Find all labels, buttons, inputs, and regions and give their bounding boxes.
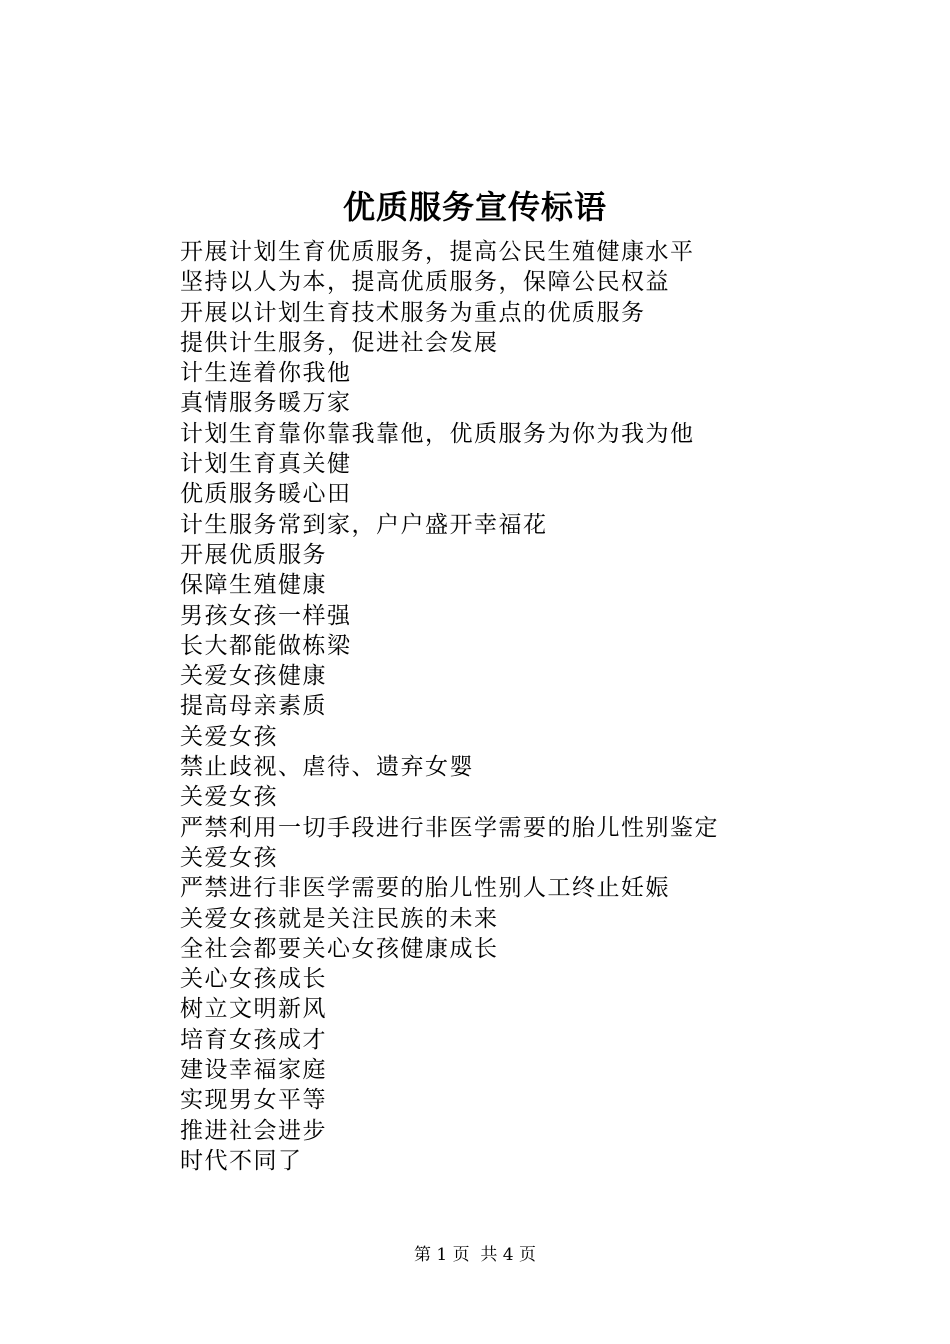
slogan-line: 提供计生服务，促进社会发展	[180, 329, 499, 356]
page-footer: 第 1 页 共 4 页	[413, 1245, 537, 1265]
slogan-line: 关爱女孩	[180, 723, 278, 750]
slogan-list	[180, 237, 880, 1176]
slogan-line: 关心女孩成长	[180, 966, 327, 993]
slogan-line: 推进社会进步	[180, 1117, 327, 1144]
slogan-line: 时代不同了	[180, 1147, 303, 1174]
slogan-line: 实现男女平等	[180, 1087, 327, 1114]
slogan-line: 严禁利用一切手段进行非医学需要的胎儿性别鉴定	[180, 814, 719, 841]
slogan-line: 保障生殖健康	[180, 572, 327, 599]
slogan-line: 真情服务暖万家	[180, 390, 352, 417]
slogan-line: 计划生育靠你靠我靠他，优质服务为你为我为他	[180, 420, 695, 447]
slogan-line: 树立文明新风	[180, 996, 327, 1023]
slogan-line: 全社会都要关心女孩健康成长	[180, 935, 499, 962]
slogan-line: 培育女孩成才	[180, 1026, 327, 1053]
slogan-line: 计划生育真关健	[180, 451, 352, 478]
slogan-line: 坚持以人为本，提高优质服务，保障公民权益	[180, 269, 670, 296]
slogan-line: 计生服务常到家，户户盛开幸福花	[180, 511, 548, 538]
slogan-line: 关爱女孩就是关注民族的未来	[180, 905, 499, 932]
slogan-line: 提高母亲素质	[180, 693, 327, 720]
slogan-line: 严禁进行非医学需要的胎儿性别人工终止妊娠	[180, 875, 670, 902]
slogan-line: 关爱女孩	[180, 784, 278, 811]
slogan-line: 开展优质服务	[180, 541, 327, 568]
slogan-line: 关爱女孩健康	[180, 663, 327, 690]
slogan-line: 关爱女孩	[180, 844, 278, 871]
slogan-line: 优质服务暖心田	[180, 481, 352, 508]
slogan-line: 建设幸福家庭	[180, 1057, 327, 1084]
slogan-line: 计生连着你我他	[180, 360, 352, 387]
slogan-line: 开展计划生育优质服务，提高公民生殖健康水平	[180, 239, 695, 265]
slogan-line: 开展以计划生育技术服务为重点的优质服务	[180, 299, 646, 326]
slogan-line: 男孩女孩一样强	[180, 602, 352, 629]
page-title: 优质服务宣传标语	[342, 188, 607, 226]
slogan-line: 长大都能做栋梁	[180, 632, 352, 659]
slogan-line: 禁止歧视、虐待、遗弃女婴	[180, 754, 474, 781]
